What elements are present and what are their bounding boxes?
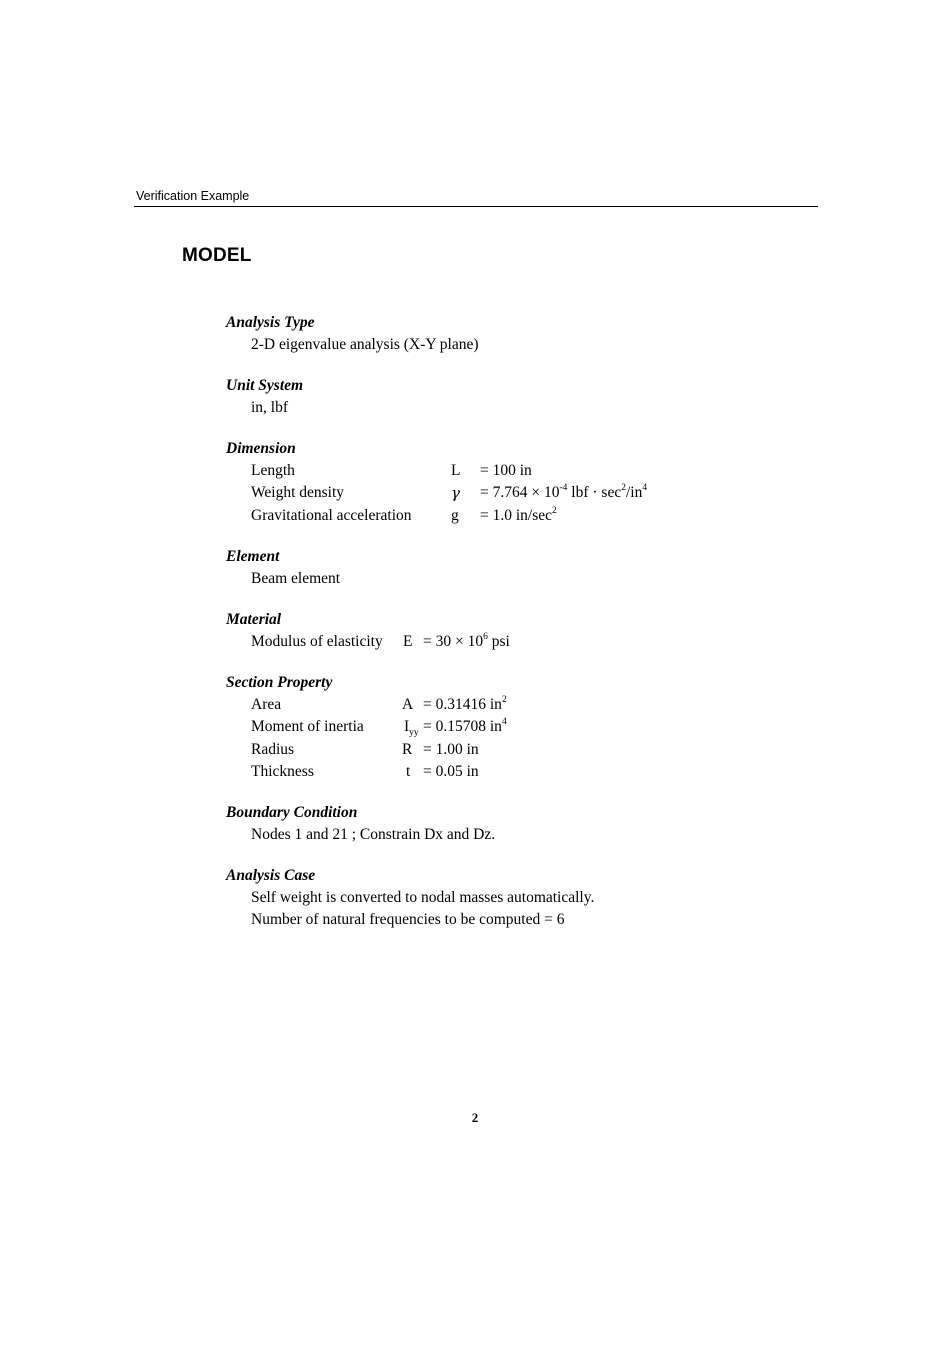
inertia-symbol: $I_{yy}$ <box>404 718 419 738</box>
thickness-value: = 0.05 in <box>423 763 479 780</box>
gravity-value: = 1.0 $in/\sec^2$ <box>480 506 557 524</box>
weight-density-value: = $7.764 \times 10^{-4}$ lbf · $\sec^2/in^4$ <box>480 483 648 501</box>
page-number: 2 <box>471 1110 479 1125</box>
element-text: Beam element <box>251 570 341 587</box>
area-symbol: A <box>402 696 414 713</box>
page-title: MODEL <box>182 245 252 266</box>
analysis-case-line-1: Self weight is converted to nodal masses automatically. <box>251 889 595 906</box>
length-symbol: L <box>451 462 461 479</box>
modulus-symbol: E <box>403 633 413 650</box>
modulus-label: Modulus of elasticity <box>251 633 383 650</box>
element-heading: Element <box>226 548 280 565</box>
gravity-symbol: g <box>451 507 459 524</box>
radius-label: Radius <box>251 741 295 758</box>
dimension-heading: Dimension <box>226 440 296 457</box>
length-value: = 100 in <box>480 462 532 479</box>
inertia-label: Moment of inertia <box>251 718 364 735</box>
length-label: Length <box>251 462 295 479</box>
radius-value: = 1.00 in <box>423 741 479 758</box>
area-label: Area <box>251 696 282 713</box>
material-heading: Material <box>226 611 282 628</box>
thickness-symbol: t <box>406 763 411 780</box>
analysis-case-line-2: Number of natural frequencies to be computed = 6 <box>251 911 565 928</box>
unit-system-text: in, lbf <box>251 399 289 416</box>
analysis-case-heading: Analysis Case <box>226 867 316 884</box>
boundary-condition-heading: Boundary Condition <box>226 804 358 821</box>
section-property-heading: Section Property <box>226 674 333 691</box>
boundary-condition-text: Nodes 1 and 21 ; Constrain Dx and Dz. <box>251 826 496 843</box>
analysis-type-text: 2-D eigenvalue analysis (X-Y plane) <box>251 336 479 353</box>
thickness-label: Thickness <box>251 763 314 780</box>
running-header: Verification Example <box>136 189 250 203</box>
gravity-label: Gravitational acceleration <box>251 507 412 524</box>
header-rule <box>134 206 818 207</box>
weight-density-label: Weight density <box>251 484 345 501</box>
inertia-value: = 0.15708 $in^4$ <box>423 717 507 735</box>
unit-system-heading: Unit System <box>226 377 304 394</box>
area-value: = 0.31416 $in^2$ <box>423 695 507 713</box>
analysis-type-heading: Analysis Type <box>226 314 315 331</box>
modulus-value: = $30 \times 10^6$ psi <box>423 632 510 650</box>
radius-symbol: R <box>402 741 413 758</box>
weight-density-symbol: γ <box>451 484 460 502</box>
